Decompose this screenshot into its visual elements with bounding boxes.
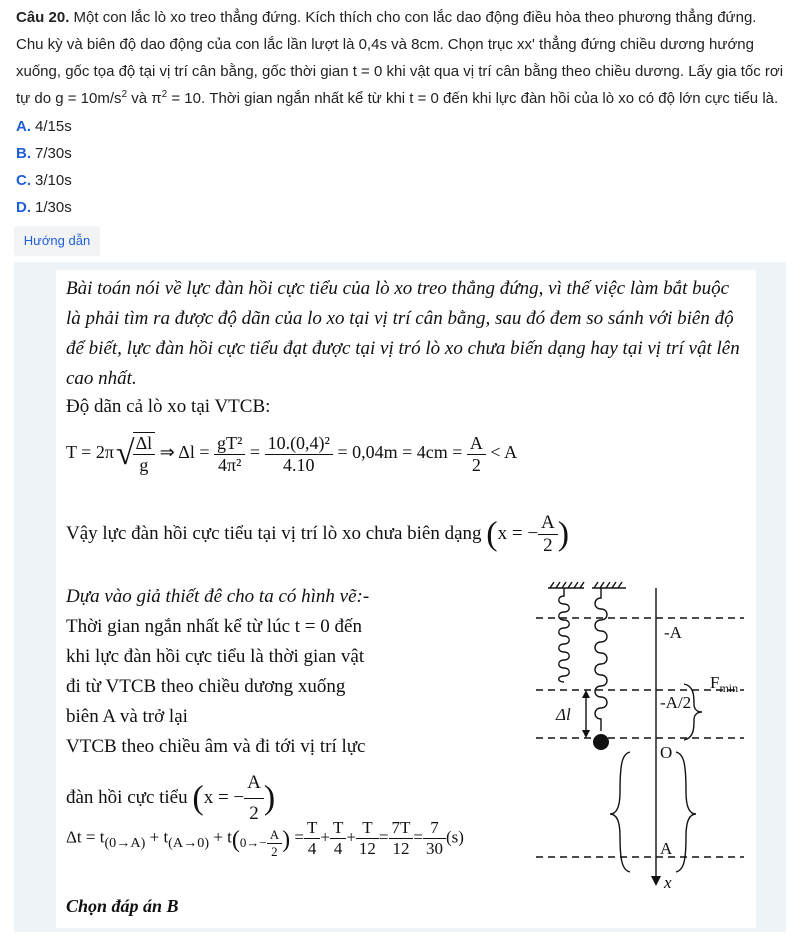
brace-right <box>676 752 696 872</box>
explanation: Dựa vào giả thiết đê cho ta có hình vẽ:- Thời gian ngắn nhất kể từ lúc t = 0 đến khi lực đàn hồi cực tiểu là thời gian vật đi từ VTCB theo chiều dương xuống biên A và trở lại VTCB theo chiều âm và đi tới vị trí lực đàn hồi cực tiểu (x = − $\frac{A}{2}$ ) <box>66 586 370 824</box>
label-o: O <box>660 743 673 762</box>
solution-intro: Bài toán nói về lực đàn hồi cực tiểu của lò xo treo thẳng đứng, vì thế việc làm bắt buộc là phải tìm ra được độ dãn của lo xo tại vị trí cân bằng, sau đó đem so sánh với biên độ để biết, lực đàn hồi cực tiểu đạt được tại vị tró lò xo chưa biến dạng hay tại vị trí vật lên cao nhất. <box>66 278 740 389</box>
question-number: Câu 20. <box>16 9 70 26</box>
guide-button[interactable]: Hướng dẫn <box>14 226 100 256</box>
brace-left <box>610 752 630 872</box>
stretch-heading: Độ dãn cả lò xo tại VTCB: <box>66 396 271 417</box>
choose-answer: Chọn đáp án B <box>66 896 179 916</box>
label-a: A <box>660 839 673 858</box>
label-x: x <box>664 873 672 892</box>
spring-natural <box>559 588 570 682</box>
label-minus-a: -A <box>664 623 682 642</box>
spring-diagram <box>526 576 751 896</box>
answer-options <box>16 113 72 221</box>
x-axis-arrowhead <box>651 876 661 886</box>
delta-t-equation: $\Delta t = t_{(0\to A)} + t_{(A\to 0)} + t_{(0\to- \frac{A}{2} )}$ = $\frac{T}{4}$ + $\frac{T}{4}$ + $\frac{T}{12}$ = $\frac{7T}{12}$ = $\frac{7}{30}$ (s) <box>66 818 464 860</box>
mass-ball <box>593 734 609 750</box>
option-c[interactable]: C. 3/10s <box>16 172 72 189</box>
option-b[interactable]: B. 7/30s <box>16 145 72 162</box>
min-force-line: Vậy lực đàn hồi cực tiểu tại vị trí lò xo chưa biên dạng (x = − $\frac{A}{2}$ ) <box>66 512 570 556</box>
option-d[interactable]: D. 1/30s <box>16 199 72 216</box>
solution-panel <box>14 262 786 932</box>
label-minus-a-half: -A/2 <box>660 693 692 712</box>
solution-sheet <box>56 270 756 928</box>
label-delta-l: Δl <box>556 705 571 724</box>
option-a[interactable]: A. 4/15s <box>16 118 72 135</box>
label-fmin: $F_{min}$ <box>710 673 739 695</box>
period-equation: T = 2π√ $\frac{\Delta l}{g}$ ⇒ Δl = $\frac{\text{gT²}}{\text{4π²}}$ = $\frac{\text{10.(0,4)²}}{4.10}$ = 0,04m = 4cm = $\frac{A}{2}$ < A <box>66 432 518 475</box>
ceiling-hatch <box>548 582 626 588</box>
question-text: Câu 20. Một con lắc lò xo treo thẳng đứng. Kích thích cho con lắc dao động điều hòa theo phương thẳng đứng. Chu kỳ và biên độ dao động của con lắc lần lượt là 0,4s và 8cm. Chọn trục xx' thẳng đứng chiều dương hướng xuống, gốc tọa độ tại vị trí cân bằng, gốc thời gian t = 0 khi vật qua vị trí cân bằng theo chiều dương. Lấy gia tốc rơi tự do $g = 10m/s^2$ và $\pi^2 = 10$. Thời gian ngắn nhất kể từ khi t = 0 đến khi lực đàn hồi của lò xo có độ lớn cực tiểu là. <box>16 9 784 107</box>
spring-stretched <box>595 588 607 731</box>
